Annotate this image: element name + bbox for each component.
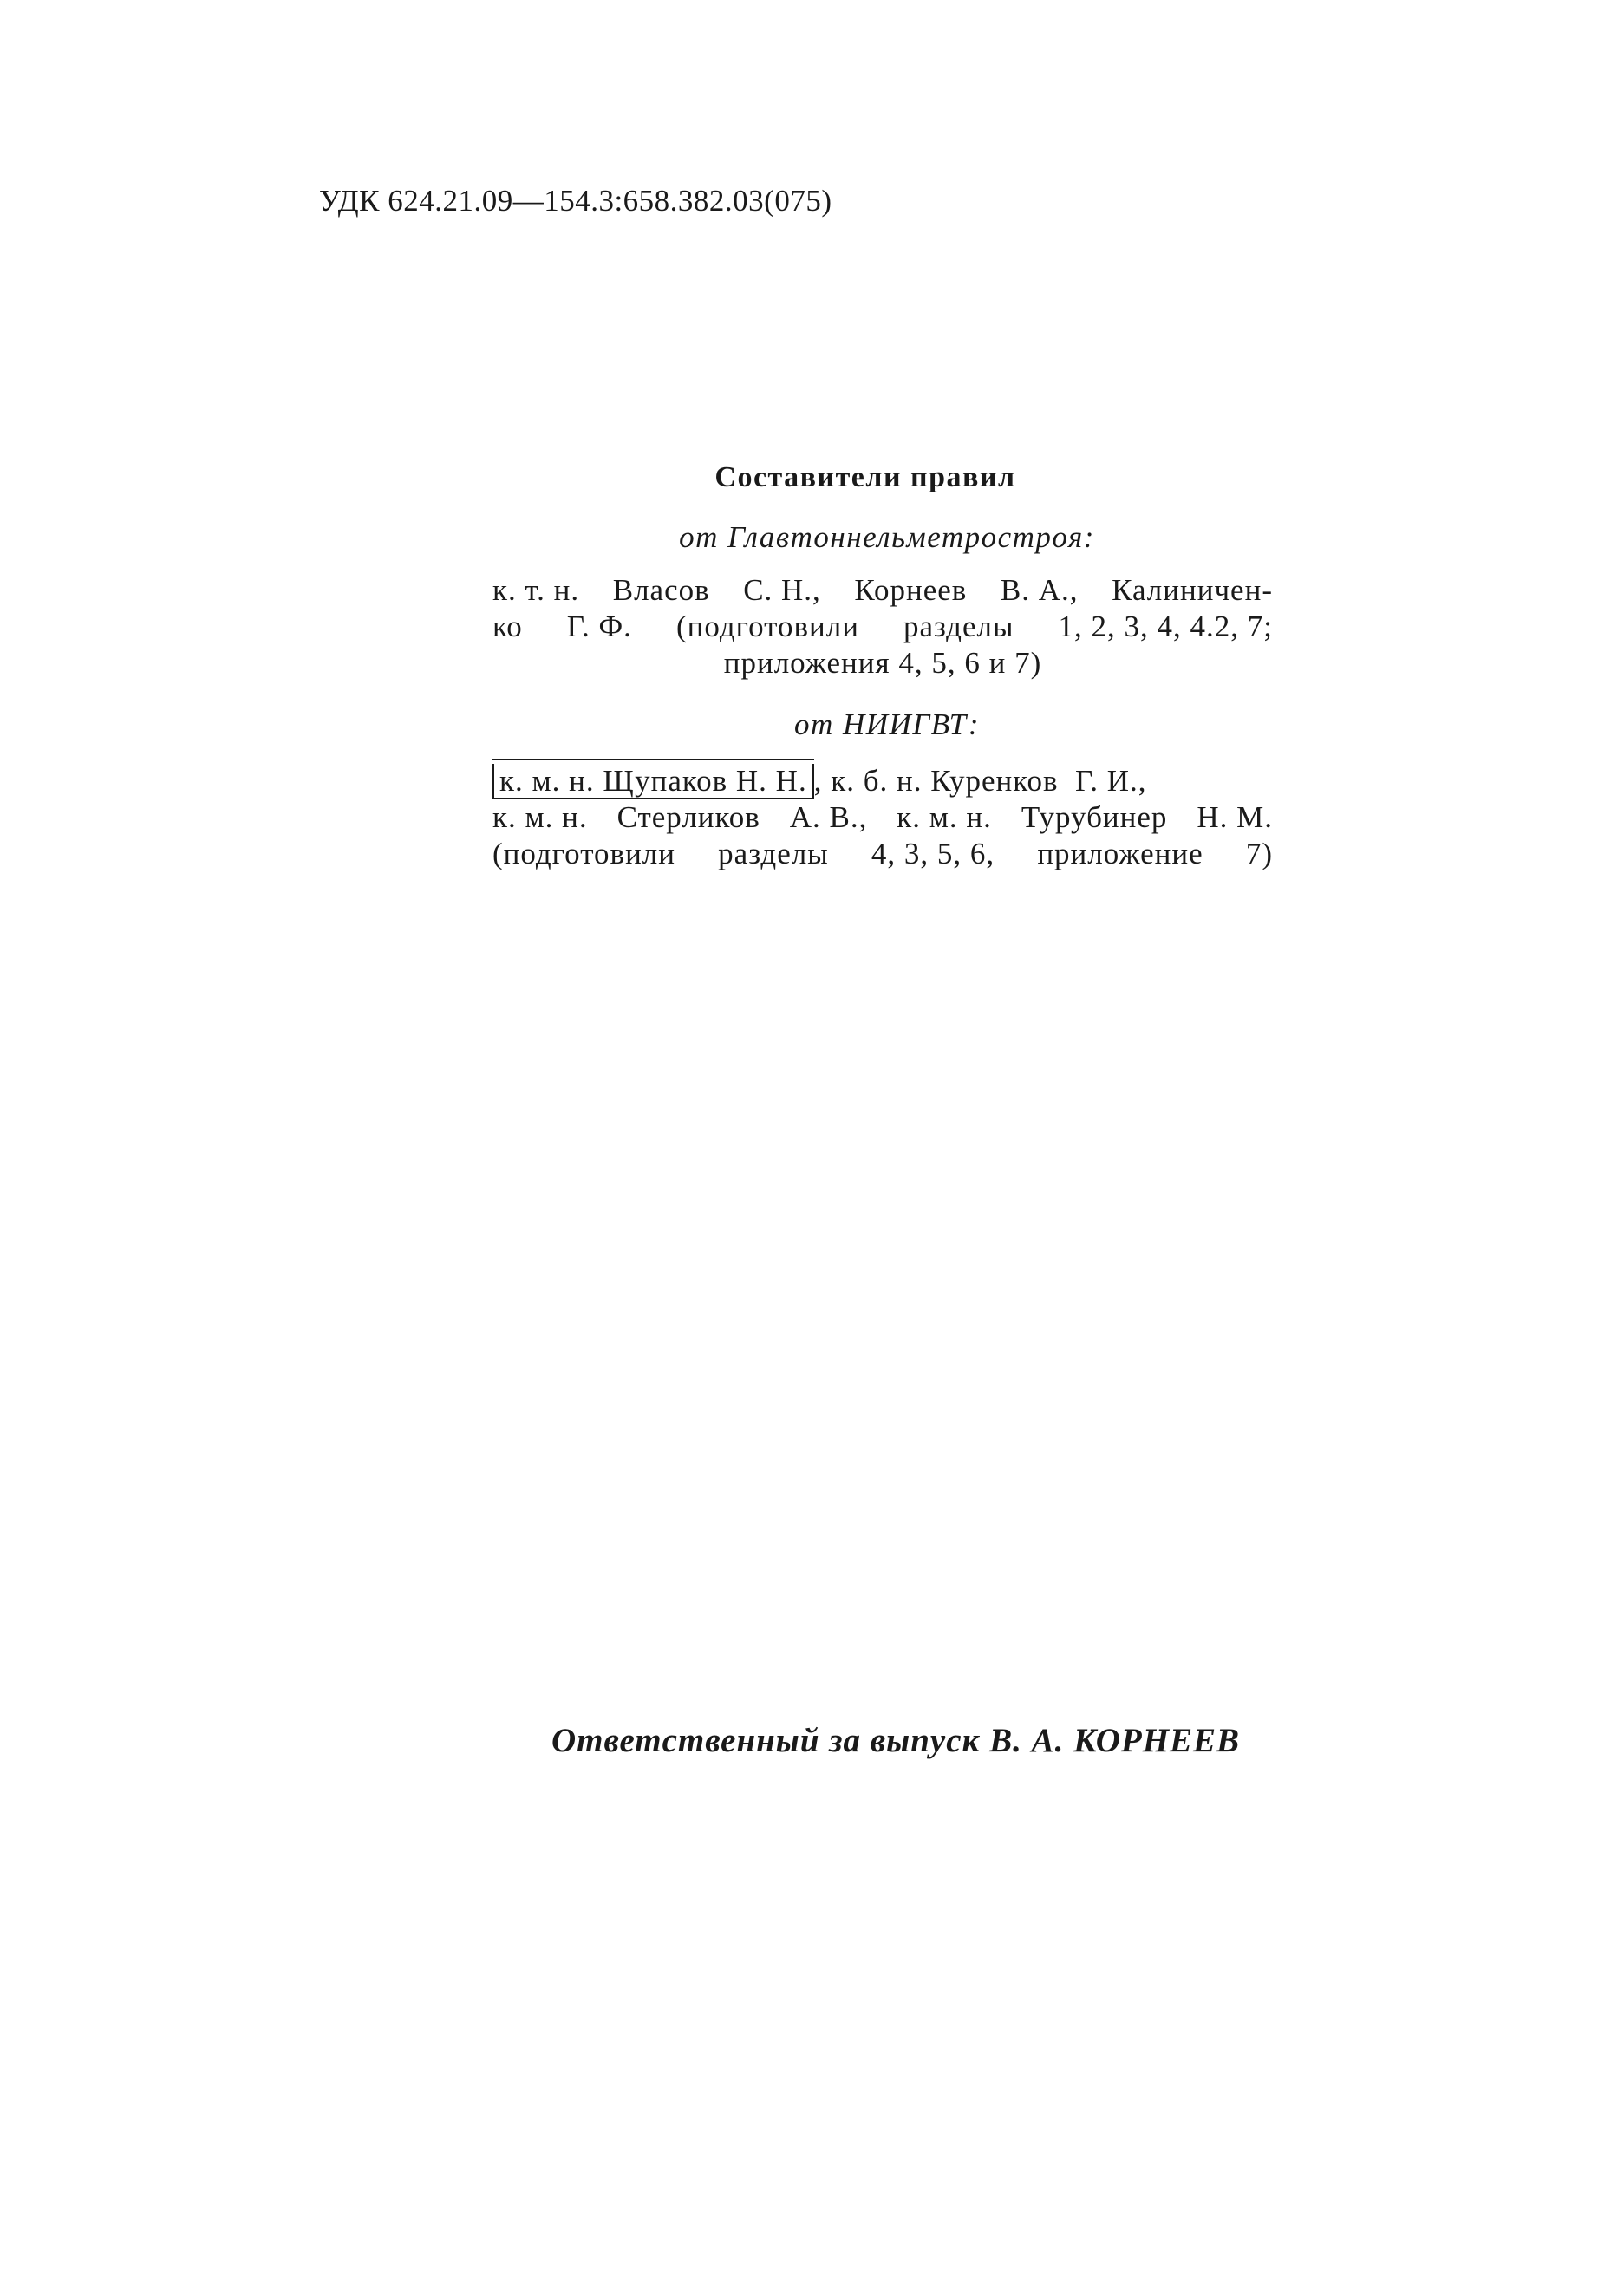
text-fragment: Корнеев xyxy=(854,573,968,607)
text-fragment: (подготовили xyxy=(492,837,675,870)
udc-code: УДК 624.21.09—154.3:658.382.03(075) xyxy=(319,184,832,218)
org-glavtonnel: от Главтоннельметростроя: xyxy=(679,520,1095,554)
group2-line-3 xyxy=(492,836,1273,872)
text-fragment: Турубинер xyxy=(1021,800,1168,834)
text-fragment: 7) xyxy=(1245,837,1273,870)
text-fragment: , к. б. н. xyxy=(813,764,923,798)
text-fragment: разделы xyxy=(718,837,829,870)
text-fragment: Калиничен- xyxy=(1112,573,1273,607)
text-fragment: Стерликов xyxy=(616,800,760,834)
group2-line-2 xyxy=(492,799,1273,836)
text-fragment: 1, 2, 3, 4, 4.2, 7; xyxy=(1058,610,1273,643)
text-fragment: Власов xyxy=(612,573,710,607)
text-fragment: (подготовили xyxy=(675,610,859,643)
text-fragment: Г. И., xyxy=(1074,764,1147,798)
compilers-heading: Составители правил xyxy=(714,461,1016,493)
text-fragment: А. В., xyxy=(789,800,868,834)
text-fragment: ко xyxy=(492,610,523,643)
text-fragment: С. Н., xyxy=(743,573,821,607)
text-fragment: к. м. н. xyxy=(897,800,992,834)
text-fragment: Г. Ф. xyxy=(566,610,632,643)
text-fragment: разделы xyxy=(903,610,1014,643)
group1-line-3: приложения 4, 5, 6 и 7) xyxy=(723,646,1042,680)
group1-line-1 xyxy=(492,572,1273,609)
group1-line-2 xyxy=(492,609,1273,645)
text-fragment: В. А., xyxy=(1000,573,1079,607)
text-fragment: 4, 3, 5, 6, xyxy=(871,837,995,870)
text-fragment: к. м. н. xyxy=(492,800,588,834)
responsible-editor: Ответственный за выпуск В. А. КОРНЕЕВ xyxy=(551,1722,1241,1759)
group2-authors xyxy=(492,760,1273,872)
text-fragment: Н. М. xyxy=(1197,800,1273,834)
compilers-section xyxy=(492,461,1273,872)
org-niigvt: от НИИГВТ: xyxy=(793,707,981,741)
group1-authors xyxy=(492,572,1273,681)
group2-line-1 xyxy=(492,760,1273,799)
deceased-author-frame: к. м. н. Щупаков Н. Н. xyxy=(492,764,814,799)
text-fragment: Куренков xyxy=(930,764,1059,798)
text-fragment: к. т. н. xyxy=(492,573,580,607)
text-fragment: приложение xyxy=(1037,837,1203,870)
